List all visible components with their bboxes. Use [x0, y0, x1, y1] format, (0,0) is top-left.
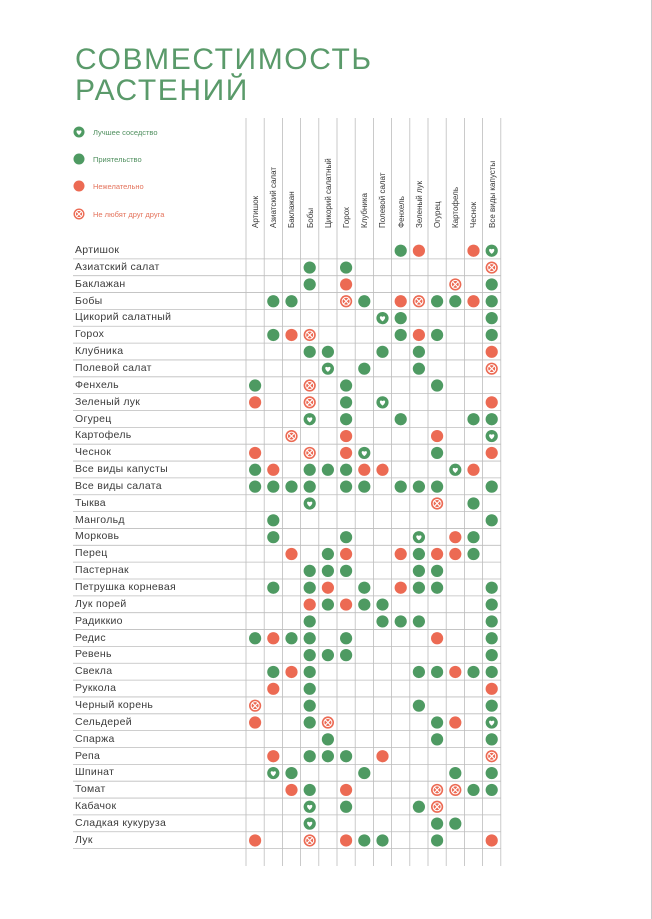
- red-dot-icon: [376, 750, 388, 762]
- red-dot-icon: [249, 716, 261, 728]
- green-dot-icon: [322, 346, 334, 358]
- green-dot-icon: [431, 733, 443, 745]
- red-dot-icon: [431, 548, 443, 560]
- heart-dot-icon: [304, 413, 316, 425]
- green-dot-icon: [486, 615, 498, 627]
- green-dot-icon: [486, 582, 498, 594]
- green-dot-icon: [304, 582, 316, 594]
- green-dot-icon: [304, 750, 316, 762]
- green-dot-icon: [322, 733, 334, 745]
- red-dot-icon: [467, 464, 479, 476]
- green-dot-icon: [304, 683, 316, 695]
- green-dot-icon: [431, 565, 443, 577]
- red-dot-icon: [358, 464, 370, 476]
- row-label: Радиккио: [75, 614, 123, 627]
- row-label: Баклажан: [75, 277, 126, 290]
- green-dot-icon: [267, 295, 279, 307]
- green-dot-icon: [304, 464, 316, 476]
- column-header-label: Баклажан: [287, 191, 297, 228]
- red-dot-icon: [285, 784, 297, 796]
- row-label: Пастернак: [75, 564, 129, 577]
- green-dot-icon: [467, 413, 479, 425]
- green-dot-icon: [449, 818, 461, 830]
- red-dot-icon: [449, 548, 461, 560]
- cross-dot-icon: [285, 430, 297, 442]
- row-label: Сельдерей: [75, 715, 132, 728]
- green-dot-icon: [358, 481, 370, 493]
- green-dot-icon: [304, 632, 316, 644]
- green-dot-icon: [486, 598, 498, 610]
- red-dot-icon: [340, 548, 352, 560]
- green-dot-icon: [358, 295, 370, 307]
- green-dot-icon: [395, 245, 407, 257]
- red-dot-icon: [431, 430, 443, 442]
- green-dot-icon: [304, 261, 316, 273]
- cross-dot-icon: [449, 784, 461, 796]
- red-dot-icon: [486, 834, 498, 846]
- green-dot-icon: [431, 716, 443, 728]
- green-dot-icon: [322, 649, 334, 661]
- column-header-label: Клубника: [360, 192, 370, 228]
- green-dot-icon: [267, 531, 279, 543]
- row-label: Морковь: [75, 530, 120, 543]
- green-dot-icon: [449, 767, 461, 779]
- red-dot-icon: [249, 447, 261, 459]
- green-dot-icon: [340, 531, 352, 543]
- cross-dot-icon: [431, 801, 443, 813]
- heart-dot-icon: [304, 801, 316, 813]
- green-dot-icon: [431, 329, 443, 341]
- green-dot-icon: [249, 379, 261, 391]
- green-dot-icon: [249, 632, 261, 644]
- green-dot-icon: [486, 666, 498, 678]
- row-label: Перец: [75, 547, 108, 560]
- green-dot-icon: [395, 615, 407, 627]
- green-dot-icon: [486, 278, 498, 290]
- heart-dot-icon: [486, 245, 498, 257]
- red-dot-icon: [340, 430, 352, 442]
- row-label: Азиатский салат: [75, 260, 160, 273]
- green-dot-icon: [358, 834, 370, 846]
- green-dot-icon: [376, 834, 388, 846]
- green-dot-icon: [322, 598, 334, 610]
- green-dot-icon: [267, 481, 279, 493]
- green-dot-icon: [267, 329, 279, 341]
- heart-dot-icon: [376, 396, 388, 408]
- cross-dot-icon: [486, 261, 498, 273]
- green-dot-icon: [413, 346, 425, 358]
- heart-dot-icon: [322, 363, 334, 375]
- red-dot-icon: [467, 245, 479, 257]
- heart-dot-icon: [304, 497, 316, 509]
- green-dot-icon: [413, 801, 425, 813]
- red-dot-icon: [486, 396, 498, 408]
- green-dot-icon: [395, 413, 407, 425]
- green-dot-icon: [413, 582, 425, 594]
- green-dot-icon: [267, 514, 279, 526]
- green-dot-icon: [467, 497, 479, 509]
- green-dot-icon: [340, 379, 352, 391]
- row-label: Спаржа: [75, 732, 115, 745]
- green-dot-icon: [486, 632, 498, 644]
- column-header-label: Картофель: [451, 186, 461, 228]
- row-label: Артишок: [75, 244, 120, 256]
- cross-dot-icon: [340, 295, 352, 307]
- green-dot-icon: [285, 767, 297, 779]
- green-dot-icon: [413, 565, 425, 577]
- row-label: Все виды капусты: [75, 463, 168, 476]
- heart-dot-icon: [486, 430, 498, 442]
- heart-dot-icon: [358, 447, 370, 459]
- row-label: Клубника: [75, 345, 124, 358]
- column-header-label: Бобы: [305, 207, 315, 228]
- row-label: Свекла: [75, 665, 113, 678]
- red-dot-icon: [395, 295, 407, 307]
- green-dot-icon: [358, 363, 370, 375]
- green-dot-icon: [486, 767, 498, 779]
- red-dot-icon: [249, 396, 261, 408]
- heart-dot-icon: [413, 531, 425, 543]
- row-label: Тыква: [75, 496, 106, 509]
- row-label: Черный корень: [75, 698, 154, 711]
- green-dot-icon: [413, 700, 425, 712]
- column-header-label: Фенхель: [396, 196, 406, 228]
- row-label: Томат: [75, 783, 106, 796]
- green-dot-icon: [486, 312, 498, 324]
- cross-dot-icon: [431, 497, 443, 509]
- red-dot-icon: [413, 245, 425, 257]
- green-dot-icon: [486, 649, 498, 661]
- row-label: Бобы: [75, 294, 103, 307]
- green-dot-icon: [486, 329, 498, 341]
- green-dot-icon: [486, 481, 498, 493]
- row-label: Редис: [75, 631, 106, 644]
- red-dot-icon: [304, 598, 316, 610]
- heart-dot-icon: [304, 818, 316, 830]
- green-dot-icon: [431, 834, 443, 846]
- green-dot-icon: [285, 632, 297, 644]
- green-dot-icon: [395, 329, 407, 341]
- red-dot-icon: [449, 666, 461, 678]
- heart-dot-icon: [267, 767, 279, 779]
- heart-dot-icon: [376, 312, 388, 324]
- red-dot-icon: [267, 632, 279, 644]
- green-dot-icon: [486, 413, 498, 425]
- green-dot-icon: [285, 481, 297, 493]
- green-dot-icon: [304, 615, 316, 627]
- green-dot-icon: [340, 261, 352, 273]
- green-dot-icon: [467, 531, 479, 543]
- column-header-label: Горох: [342, 206, 351, 228]
- green-dot-icon: [467, 548, 479, 560]
- green-dot-icon: [340, 649, 352, 661]
- green-dot-icon: [376, 346, 388, 358]
- green-dot-icon: [340, 396, 352, 408]
- red-dot-icon: [249, 834, 261, 846]
- red-dot-icon: [395, 582, 407, 594]
- column-header-label: Чеснок: [469, 201, 479, 228]
- green-dot-icon: [449, 295, 461, 307]
- green-dot-icon: [376, 615, 388, 627]
- cross-dot-icon: [486, 363, 498, 375]
- column-header-label: Все виды капусты: [487, 160, 497, 228]
- green-dot-icon: [486, 784, 498, 796]
- row-label: Цикорий салатный: [75, 311, 172, 324]
- column-header-label: Зеленый лук: [414, 180, 424, 228]
- cross-dot-icon: [304, 447, 316, 459]
- row-label: Лук: [75, 833, 93, 846]
- green-dot-icon: [431, 481, 443, 493]
- cross-dot-icon: [304, 379, 316, 391]
- green-dot-icon: [413, 481, 425, 493]
- cross-dot-icon: [322, 716, 334, 728]
- red-dot-icon: [340, 598, 352, 610]
- row-label: Все виды салата: [75, 479, 162, 492]
- green-dot-icon: [340, 413, 352, 425]
- green-dot-icon: [304, 716, 316, 728]
- row-label: Зеленый лук: [75, 395, 141, 408]
- green-dot-icon: [285, 295, 297, 307]
- red-dot-icon: [486, 447, 498, 459]
- row-label: Сладкая кукуруза: [75, 816, 167, 829]
- row-label: Мангольд: [75, 513, 125, 526]
- cross-dot-icon: [304, 329, 316, 341]
- green-dot-icon: [413, 615, 425, 627]
- row-label: Руккола: [75, 682, 117, 695]
- cross-dot-icon: [304, 834, 316, 846]
- green-dot-icon: [304, 565, 316, 577]
- column-header-label: Цикорий салатный: [323, 158, 333, 228]
- green-dot-icon: [431, 447, 443, 459]
- title-line-2: РАСТЕНИЙ: [75, 74, 249, 107]
- green-dot-icon: [249, 464, 261, 476]
- red-dot-icon: [467, 295, 479, 307]
- green-dot-icon: [322, 750, 334, 762]
- green-dot-icon: [467, 666, 479, 678]
- green-dot-icon: [340, 632, 352, 644]
- legend-label-best: Лучшее соседство: [93, 127, 158, 137]
- green-dot-icon: [431, 379, 443, 391]
- red-dot-icon: [285, 329, 297, 341]
- row-label: Картофель: [75, 429, 132, 442]
- green-dot-icon: [249, 481, 261, 493]
- row-label: Полевой салат: [75, 361, 152, 374]
- red-dot-icon: [486, 346, 498, 358]
- row-label: Ревень: [75, 648, 112, 661]
- green-dot-icon: [358, 767, 370, 779]
- cross-dot-icon: [449, 278, 461, 290]
- red-dot-icon: [285, 666, 297, 678]
- cross-dot-icon: [486, 750, 498, 762]
- legend-label-incompatible: Не любят друг друга: [93, 209, 165, 219]
- red-dot-icon: [285, 548, 297, 560]
- row-label: Лук порей: [75, 597, 127, 610]
- green-dot-icon: [304, 649, 316, 661]
- legend-label-friendly: Приятельство: [93, 154, 142, 164]
- red-dot-icon: [267, 464, 279, 476]
- green-dot-icon: [340, 481, 352, 493]
- green-dot-icon: [304, 346, 316, 358]
- column-header-label: Артишок: [251, 195, 260, 228]
- green-dot-icon: [304, 481, 316, 493]
- red-dot-icon: [486, 683, 498, 695]
- green-dot-icon: [431, 818, 443, 830]
- title-line-1: СОВМЕСТИМОСТЬ: [75, 43, 373, 76]
- green-dot-icon: [304, 700, 316, 712]
- green-dot-icon: [431, 666, 443, 678]
- green-dot-icon: [486, 514, 498, 526]
- green-dot-icon: [267, 666, 279, 678]
- green-dot-icon: [395, 312, 407, 324]
- column-header-label: Полевой салат: [378, 172, 388, 228]
- cross-dot-icon: [304, 396, 316, 408]
- green-dot-icon: [486, 700, 498, 712]
- green-dot-icon: [395, 481, 407, 493]
- green-dot-icon: [322, 464, 334, 476]
- red-dot-icon: [449, 531, 461, 543]
- red-dot-icon: [413, 329, 425, 341]
- red-dot-icon: [340, 447, 352, 459]
- red-dot-icon: [395, 548, 407, 560]
- cross-dot-icon: [413, 295, 425, 307]
- green-dot-icon: [322, 565, 334, 577]
- green-dot-icon: [358, 582, 370, 594]
- row-label: Шпинат: [75, 766, 115, 779]
- red-dot-icon: [340, 784, 352, 796]
- red-dot-icon: [431, 632, 443, 644]
- green-dot-icon: [376, 598, 388, 610]
- heart-dot-icon: [486, 716, 498, 728]
- green-dot-icon: [413, 666, 425, 678]
- red-dot-icon: [267, 750, 279, 762]
- row-label: Кабачок: [75, 800, 117, 813]
- green-dot-icon: [431, 295, 443, 307]
- green-dot-icon: [304, 666, 316, 678]
- row-label: Репа: [75, 749, 101, 762]
- green-dot-icon: [358, 598, 370, 610]
- green-dot-icon: [304, 784, 316, 796]
- row-label: Горох: [75, 328, 105, 341]
- green-dot-icon: [467, 784, 479, 796]
- green-dot-icon: [340, 750, 352, 762]
- row-label: Чеснок: [75, 446, 112, 459]
- row-label: Петрушка корневая: [75, 581, 176, 593]
- red-dot-icon: [322, 582, 334, 594]
- green-dot-icon: [340, 464, 352, 476]
- cross-dot-icon: [249, 700, 261, 712]
- green-dot-icon: [340, 801, 352, 813]
- row-label: Фенхель: [75, 378, 119, 391]
- red-dot-icon: [449, 716, 461, 728]
- green-dot-icon: [304, 278, 316, 290]
- column-header-label: Огурец: [433, 201, 442, 228]
- red-dot-icon: [267, 683, 279, 695]
- green-dot-icon: [413, 548, 425, 560]
- green-dot-icon: [322, 548, 334, 560]
- legend-label-undesirable: Нежелательно: [93, 181, 144, 191]
- green-dot-icon: [340, 565, 352, 577]
- green-dot-icon: [267, 582, 279, 594]
- heart-dot-icon: [449, 464, 461, 476]
- green-dot-icon: [431, 582, 443, 594]
- green-dot-icon: [413, 363, 425, 375]
- red-dot-icon: [340, 834, 352, 846]
- column-header-label: Азиатский салат: [269, 166, 279, 228]
- row-label: Огурец: [75, 412, 112, 425]
- cross-dot-icon: [431, 784, 443, 796]
- green-dot-icon: [486, 733, 498, 745]
- red-dot-icon: [376, 464, 388, 476]
- red-dot-icon: [340, 278, 352, 290]
- green-dot-icon: [486, 295, 498, 307]
